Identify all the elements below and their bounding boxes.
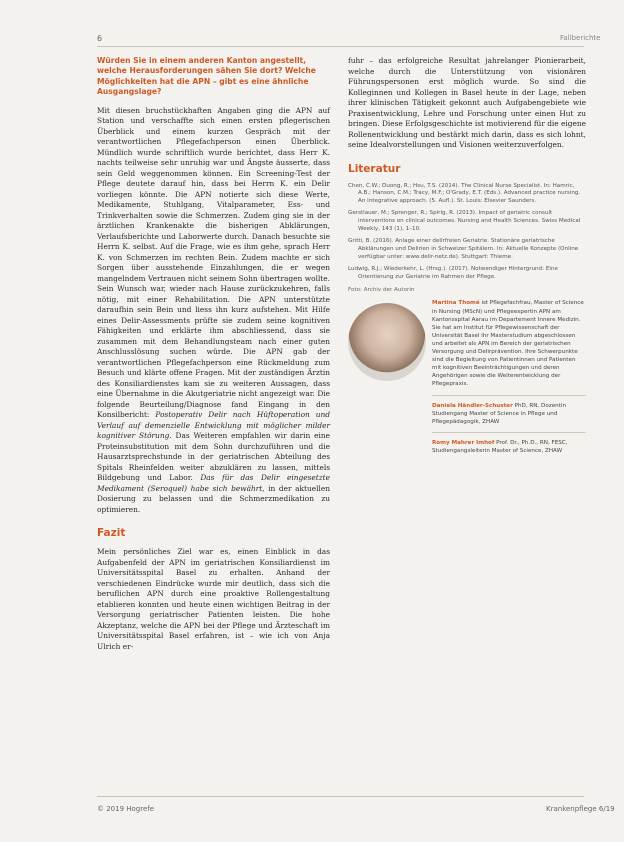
reference-list bbox=[348, 183, 586, 282]
issue-footer: Krankenpflege 6/19 bbox=[546, 805, 615, 813]
reference-item: Chen, C.W.; Duong, R.; Hsu, T.S. (2014). The Clinical Nurse Specialist. In: Hamric, A.B.; Hanson, C.M.; Tracy, M.F.; O'Grady, E.T. (Eds.). Advanced practice nursing. An integrative approach. (5. Aufl.). St. Louis: Elsevier Saunders. bbox=[348, 182, 581, 205]
copyright-footer: © 2019 Hogrefe bbox=[97, 805, 155, 813]
interview-question: Würden Sie in einem anderen Kanton angestellt, welche Herausforderungen sähen Sie dort? Welche Möglichkeiten hat die APN – gibt es eine ähnliche Ausgangslage? bbox=[97, 56, 316, 97]
diagnosis-text: Postoperativ Delir nach Hüftoperation und Verlauf auf demenzielle Entwicklung mit möglicher milder kognitiver Störung. bbox=[97, 410, 331, 441]
bottom-rule bbox=[97, 796, 584, 797]
author-bio: Martina Thomé ist Pflegefachfrau, Master of Science in Nursing (MScN) und Pflegeexpertin APN am Kantonsspital Aarau im Departement Innere Medizin. Sie hat am Institut für Pflegewissenschaft der Universität Basel ihr Masterstudium abgeschlossen und arbeitet als APN im Bereich der geriatrischen Versorgung und Delirprävention. Ihre Schwerpunkte sind die Begleitung von Patientinnen und Patienten mit kognitiven Beeinträchtigungen und deren Angehörigen sowie die Weiterentwicklung der Pflegepraxis. bbox=[432, 300, 584, 388]
left-column bbox=[97, 56, 330, 652]
running-header: Fallberichte bbox=[560, 34, 601, 42]
reference-item: Gritti, B. (2016). Anlage einer delirfreien Geriatrie. Stationäre geriatrische Abklärungen und Delirien in Schweizer Spitälern. In: Aktuelle Konzepte (Online verfügbar unter: www.delir-netz.de). Stuttgart: Thieme. bbox=[348, 237, 579, 260]
right-column bbox=[348, 56, 586, 461]
reference-item: Gerstlauer, M.; Sprenger, R.; Spirig, R. (2013). Impact of geriatric consult interventions on clinical outcomes. Nursing and Health Sciences. Swiss Medical Weekly, 143 (1), 1–10. bbox=[348, 210, 581, 233]
medication-note: Das für das Delir eingesetzte Medikament (Seroquel) habe sich bewährt, bbox=[97, 473, 330, 493]
author-bios bbox=[432, 299, 586, 461]
author-bio: Daniela Händler-Schuster PhD, RN, Dozentin Studiengang Master of Science in Pflege und Pflegepädagogik, ZHAW bbox=[432, 402, 566, 425]
author-block bbox=[348, 299, 586, 461]
photo-credit: Foto: Archiv der Autorin bbox=[348, 287, 415, 294]
page-number: 6 bbox=[97, 34, 103, 43]
bio-divider bbox=[432, 395, 586, 396]
literature-heading: Literatur bbox=[348, 162, 401, 175]
body-paragraph: Mit diesen bruchstückhaften Angaben ging die APN auf Station und verschaffte sich einen ersten pflegerischen Überblick und einem kurzen Gespräch mit der verantwortlichen Pflegefachperson einen Überblick. Mündlich wurde schriftlich wurde berichtet, dass Herr K. nachts teilweise sehr unruhig war und Ängste äusserte, dass sein Geld weggenommen können. Ein Screening-Test der Pflege deutete darauf hin, dass bei Herrn K. ein Delir vorliegen könnte. Die APN notierte sich diese Werte, Medikamente, Stuhlgang, Vitalparameter, Ess- und Trinkverhalten sowie die Schmerzen. Zudem ging sie in der ärztlichen Krankenakte die bisherigen Abklärungen, Verlaufsberichte und Laborwerte durch. Danach besuchte sie Herrn K. selbst. Auf die Frage, wie es ihm gehe, sprach Herr K. von Schmerzen im rechten Bein. Zudem machte er sich Sorgen über ausstehende Einzahlungen, die er wegen mangelndem Vertrauen nicht seinem Sohn übertragen wollte. Sein Wunsch war, wieder nach Hause zurückzukehren, falls nötig, mit einer Rehabilitation. Die APN unterstützte daraufhin sein Bein und liess ihn kurz aufstehen. Mit Hilfe eines Delir-Assessments prüfte sie zudem seine kognitiven Fähigkeiten und erklärte ihm abschliessend, dass sie zusammen mit dem Behandlungsteam nach einer guten Anschlusslösung suchen würde. Die APN gab der verantwortlichen Pflegefachperson eine Rückmeldung zum Besuch und klärte offene Fragen. Mit der zuständigen Ärztin des Konsiliardienstes kam sie zu weiteren Aussagen, dass eine Übernahme in die Akutgeriatrie nicht angezeigt war. Die folgende Beurteilung/Diagnose fand Eingang in den Konsilbericht: Postoperativ Delir nach Hüftoperation und Verlauf auf demenzielle Entwicklung mit möglicher milder kognitiver Störung. Das Weiteren empfahlen wir darin eine Proteinsubstitution mit dem Sohn durchzuführen und die Hausarztsprechstunde in der geriatrischen Abteilung des Spitals Rheinfelden weiter abzuklären zu lassen, mittels Bildgebung und Labor. Das für das Delir eingesetzte Medikament (Seroquel) habe sich bewährt, in der aktuellen Dosierung zu belassen und die Schmerzmedikation zu optimieren. bbox=[97, 105, 331, 514]
reference-item: Ludwig, R.J.; Wiederkehr, L. (Hrsg.). (2017). Notwendiger Hintergrund: Eine Orientierung zur Geriatrie im Rahmen der Pflege. bbox=[348, 265, 558, 280]
bio-divider bbox=[432, 432, 586, 433]
fazit-paragraph: Mein persönliches Ziel war es, einen Einblick in das Aufgabenfeld der APN im geriatrischen Konsiliardienst im Universitätsspital Basel zu erhalten. Anhand der verschiedenen Eindrücke wurde mir deutlich, dass sich die beruflichen APN durch eine proaktive Rollengestaltung etablieren konnten und heute einen wichtigen Beitrag in der Versorgung geriatrischer Patienten leisten. Die hohe Akzeptanz, welche die APN bei der Pflege und Ärzteschaft im Universitätsspital Basel erfahren, ist – wie ich von Anja Ulrich er- bbox=[97, 547, 330, 651]
fazit-heading: Fazit bbox=[97, 527, 126, 540]
continuation-paragraph: fuhr – das erfolgreiche Resultat jahrelanger Pionierarbeit, welche durch die Unterstützung von visionären Führungspersonen erst möglich wurde. So sind die Kolleginnen und Kollegen in Basel heute in der Lage, neben ihrer klinischen Tätigkeit gekonnt auch Aufgabengebiete wie Praxisentwicklung, Lehre und Forschung unter einen Hut zu bringen. Diese Erfolgsgeschichte ist motivierend für die eigene Rollenentwicklung und bestärkt mich darin, dass es sich lohnt, seine Idealvorstellungen und Visionen weiterzuverfolgen. bbox=[348, 56, 586, 149]
author-photo bbox=[348, 303, 426, 381]
author-bio: Romy Mahrer Imhof Prof. Dr., Ph.D., RN, FESC, Studiengangsleiterin Master of Science, ZHAW bbox=[432, 439, 568, 454]
top-rule bbox=[97, 46, 584, 47]
